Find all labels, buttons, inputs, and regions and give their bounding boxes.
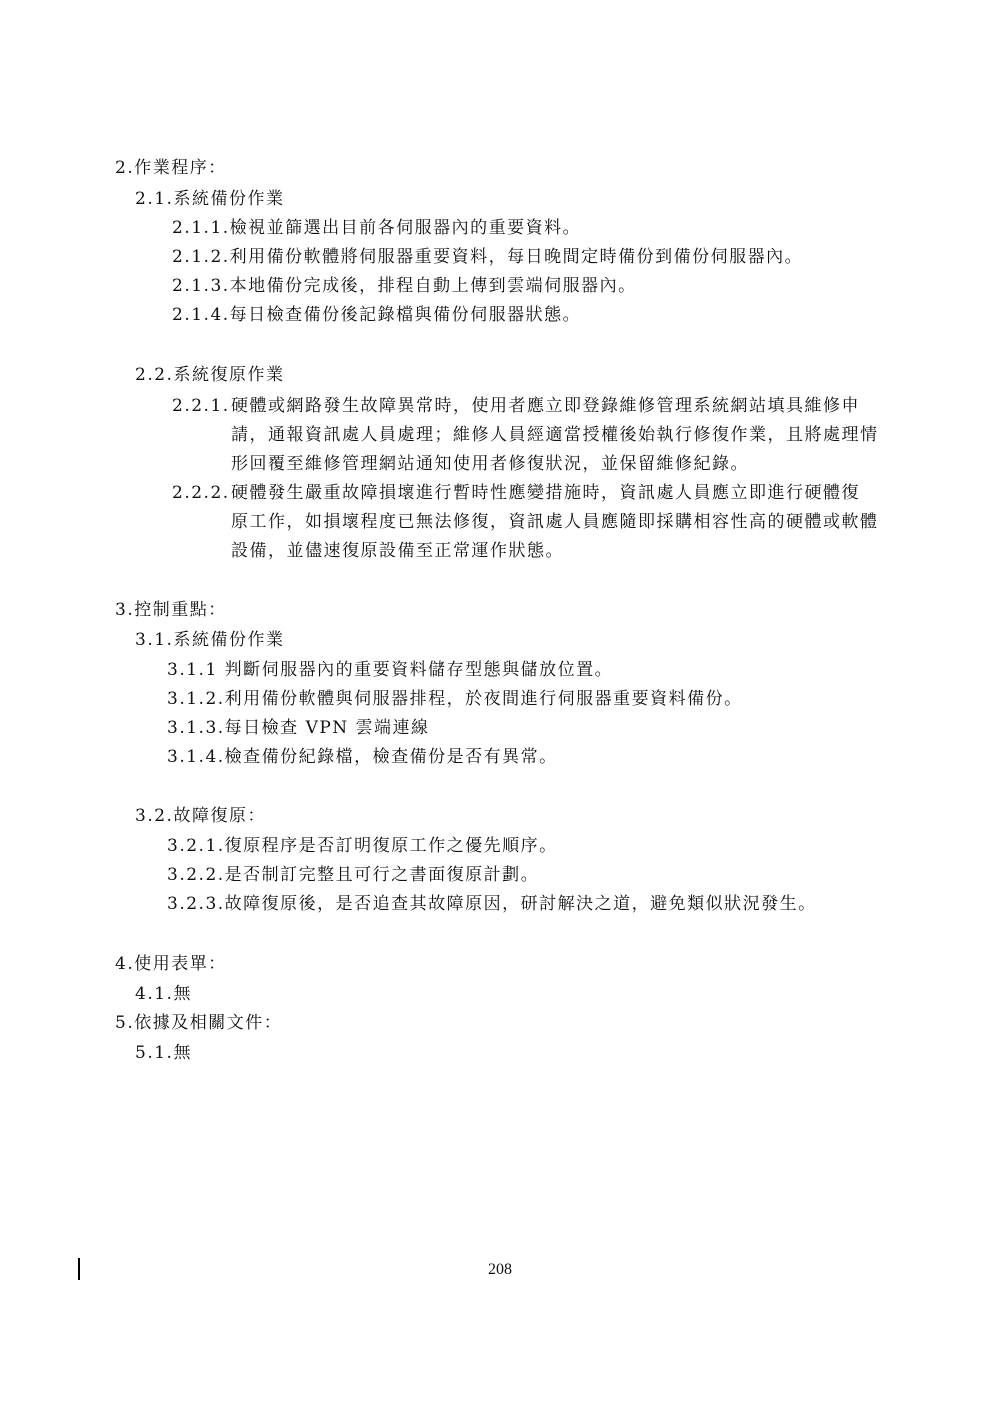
list-item-2-2-1-line-3: 形回覆至維修管理網站通知使用者修復狀況，並保留維修紀錄。: [231, 454, 749, 474]
list-item-2-2-2-number: 2.2.2.: [172, 483, 230, 503]
list-item-2-2-2-line-2: 原工作，如損壞程度已無法修復，資訊處人員應隨即採購相容性高的硬體或軟體: [231, 512, 879, 532]
section-2-1-heading: 2.1.系統備份作業: [135, 189, 285, 209]
section-4-heading: 4.使用表單：: [115, 954, 227, 974]
list-item-2-2-1-number: 2.2.1.: [172, 396, 230, 416]
section-2-2-heading: 2.2.系統復原作業: [135, 365, 285, 385]
list-item-2-2-1-line-1: 硬體或網路發生故障異常時，使用者應立即登錄維修管理系統網站填具維修申: [231, 396, 860, 416]
list-item-2-1-1: 2.1.1.檢視並篩選出目前各伺服器內的重要資料。: [172, 218, 582, 238]
section-5-heading: 5.依據及相關文件：: [115, 1013, 283, 1033]
list-item-2-2-1-line-2: 請，通報資訊處人員處理；維修人員經適當授權後始執行修復作業，且將處理情: [231, 425, 879, 445]
list-item-3-2-1: 3.2.1.復原程序是否訂明復原工作之優先順序。: [167, 836, 558, 856]
list-item-3-1-3: 3.1.3.每日檢查 VPN 雲端連線: [167, 718, 430, 738]
list-item-3-2-2: 3.2.2.是否制訂完整且可行之書面復原計劃。: [167, 865, 540, 885]
list-item-3-2-3: 3.2.3.故障復原後，是否追查其故障原因，研討解決之道，避免類似狀況發生。: [167, 894, 817, 914]
section-2-heading: 2.作業程序：: [115, 158, 227, 178]
section-3-heading: 3.控制重點：: [115, 600, 227, 620]
list-item-2-1-2: 2.1.2.利用備份軟體將伺服器重要資料，每日晚間定時備份到備份伺服器內。: [172, 247, 804, 267]
list-item-3-1-2: 3.1.2.利用備份軟體與伺服器排程，於夜間進行伺服器重要資料備份。: [167, 689, 743, 709]
section-3-2-heading: 3.2.故障復原：: [135, 806, 266, 826]
section-3-1-heading: 3.1.系統備份作業: [135, 630, 285, 650]
list-item-3-1-1: 3.1.1 判斷伺服器內的重要資料儲存型態與儲放位置。: [167, 660, 614, 680]
list-item-5-1: 5.1.無: [135, 1043, 192, 1063]
list-item-2-2-2-line-3: 設備，並儘速復原設備至正常運作狀態。: [231, 541, 564, 561]
list-item-4-1: 4.1.無: [135, 984, 192, 1004]
page-number: 208: [488, 1261, 512, 1278]
list-item-2-2-2-line-1: 硬體發生嚴重故障損壞進行暫時性應變措施時，資訊處人員應立即進行硬體復: [231, 483, 860, 503]
list-item-2-1-3: 2.1.3.本地備份完成後，排程自動上傳到雲端伺服器內。: [172, 276, 637, 296]
list-item-3-1-4: 3.1.4.檢查備份紀錄檔，檢查備份是否有異常。: [167, 747, 558, 767]
list-item-2-1-4: 2.1.4.每日檢查備份後記錄檔與備份伺服器狀態。: [172, 305, 582, 325]
